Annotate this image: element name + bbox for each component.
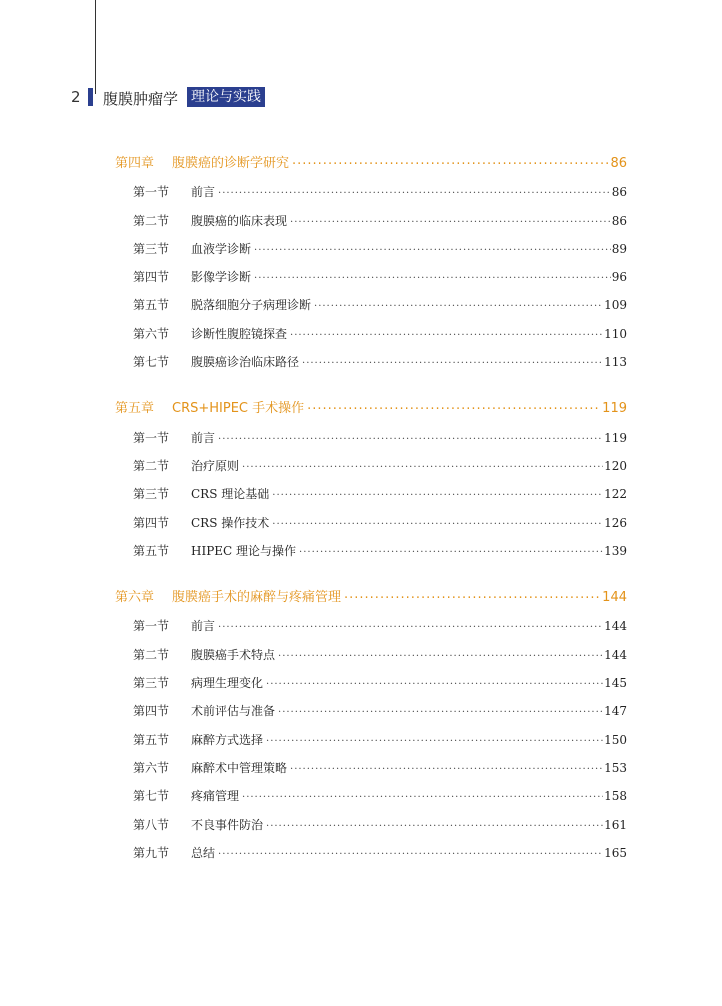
dot-leader: [299, 536, 603, 564]
section-number: 第四节: [133, 704, 170, 719]
toc-section-entry[interactable]: [115, 782, 627, 810]
section-number: 第七节: [133, 355, 170, 370]
section-title: 麻醉术中管理策略: [191, 760, 288, 775]
dot-leader: [218, 423, 603, 451]
dot-leader: [272, 479, 603, 507]
toc-section-entry[interactable]: [115, 320, 627, 348]
top-margin-rule: [95, 0, 96, 94]
section-number: 第六节: [133, 326, 170, 341]
section-page-number: 150: [604, 732, 627, 747]
book-subtitle: 理论与实践: [187, 87, 265, 107]
section-number: 第三节: [133, 241, 170, 256]
toc-section-entry[interactable]: [115, 207, 627, 235]
toc-section-entry[interactable]: [115, 669, 627, 697]
toc-section-entry[interactable]: [115, 509, 627, 537]
section-page-number: 126: [604, 515, 627, 530]
dot-leader: [242, 781, 603, 809]
dot-leader: [344, 581, 601, 609]
book-title: 腹膜肿瘤学: [103, 90, 179, 108]
section-page-number: 89: [611, 241, 627, 256]
section-number: 第二节: [133, 213, 170, 228]
section-page-number: 144: [604, 619, 627, 634]
toc-section-entry[interactable]: [115, 178, 627, 206]
section-number: 第三节: [133, 487, 170, 502]
toc-section-entry[interactable]: [115, 726, 627, 754]
dot-leader: [292, 147, 609, 175]
dot-leader: [272, 508, 603, 536]
section-number: 第九节: [133, 845, 170, 860]
section-title: HIPEC 理论与操作: [191, 543, 297, 558]
section-title: CRS 理论基础: [191, 487, 270, 502]
toc-section-entry[interactable]: [115, 537, 627, 565]
section-page-number: 86: [611, 185, 627, 200]
dot-leader: [307, 392, 601, 420]
section-page-number: 113: [604, 355, 627, 370]
section-number: 第四节: [133, 270, 170, 285]
toc-section-entry[interactable]: [115, 235, 627, 263]
section-page-number: 110: [604, 326, 627, 341]
section-number: 第六节: [133, 760, 170, 775]
section-title: 麻醉方式选择: [191, 732, 264, 747]
section-title: 前言: [191, 619, 216, 634]
dot-leader: [278, 696, 603, 724]
chapter-number: 第六章: [115, 590, 155, 606]
toc-section-entry[interactable]: [115, 641, 627, 669]
dot-leader: [254, 262, 611, 290]
chapter-page-number: 86: [610, 156, 627, 171]
section-number: 第二节: [133, 458, 170, 473]
page-number: 2: [71, 88, 81, 106]
section-page-number: 161: [604, 817, 627, 832]
section-title: 不良事件防治: [191, 817, 264, 832]
toc-section-entry[interactable]: [115, 263, 627, 291]
toc-section-entry[interactable]: [115, 612, 627, 640]
section-number: 第二节: [133, 647, 170, 662]
toc-section-entry[interactable]: [115, 424, 627, 452]
toc-chapter: [115, 584, 627, 867]
section-number: 第三节: [133, 676, 170, 691]
chapter-title: 腹膜癌的诊断学研究: [172, 156, 290, 171]
section-page-number: 165: [604, 845, 627, 860]
toc-section-entry[interactable]: [115, 291, 627, 319]
section-number: 第七节: [133, 789, 170, 804]
section-title: 总结: [191, 845, 216, 860]
section-number: 第一节: [133, 430, 170, 445]
toc-section-entry[interactable]: [115, 697, 627, 725]
section-title: 病理生理变化: [191, 676, 264, 691]
section-page-number: 120: [604, 458, 627, 473]
section-title: 腹膜癌诊治临床路径: [191, 355, 300, 370]
dot-leader: [290, 753, 603, 781]
toc-section-entry[interactable]: [115, 480, 627, 508]
chapter-page-number: 144: [602, 590, 627, 606]
section-title: 影像学诊断: [191, 270, 252, 285]
section-number: 第一节: [133, 185, 170, 200]
section-page-number: 122: [604, 487, 627, 502]
dot-leader: [266, 725, 603, 753]
section-number: 第五节: [133, 732, 170, 747]
section-title: 血液学诊断: [191, 241, 252, 256]
section-title: 疼痛管理: [191, 789, 240, 804]
section-title: 诊断性腹腔镜探查: [191, 326, 288, 341]
toc-section-entry[interactable]: [115, 452, 627, 480]
toc-section-entry[interactable]: [115, 839, 627, 867]
dot-leader: [254, 234, 611, 262]
dot-leader: [266, 668, 603, 696]
chapter-number: 第五章: [115, 401, 155, 417]
section-title: 脱落细胞分子病理诊断: [191, 298, 312, 313]
dot-leader: [242, 451, 603, 479]
section-title: 腹膜癌手术特点: [191, 647, 276, 662]
chapter-title: CRS+HIPEC 手术操作: [172, 401, 305, 417]
dot-leader: [266, 810, 603, 838]
header-accent-bar: [88, 88, 93, 106]
toc-chapter: [115, 150, 627, 376]
table-of-contents: [115, 150, 627, 886]
section-number: 第五节: [133, 298, 170, 313]
section-page-number: 96: [611, 270, 627, 285]
chapter-page-number: 119: [602, 401, 627, 417]
section-title: 治疗原则: [191, 458, 240, 473]
section-title: 腹膜癌的临床表现: [191, 213, 288, 228]
section-title: 术前评估与准备: [191, 704, 276, 719]
toc-chapter: [115, 395, 627, 565]
dot-leader: [302, 347, 603, 375]
toc-chapter-entry[interactable]: [115, 150, 627, 178]
section-title: 前言: [191, 185, 216, 200]
dot-leader: [218, 611, 603, 639]
section-page-number: 147: [604, 704, 627, 719]
section-page-number: 139: [604, 543, 627, 558]
dot-leader: [278, 640, 603, 668]
dot-leader: [314, 290, 603, 318]
section-number: 第五节: [133, 543, 170, 558]
toc-chapter-entry[interactable]: [115, 395, 627, 423]
section-number: 第一节: [133, 619, 170, 634]
dot-leader: [218, 838, 603, 866]
chapter-number: 第四章: [115, 156, 155, 171]
section-page-number: 86: [611, 213, 627, 228]
chapter-title: 腹膜癌手术的麻醉与疼痛管理: [172, 590, 342, 606]
section-page-number: 158: [604, 789, 627, 804]
toc-section-entry[interactable]: [115, 348, 627, 376]
section-page-number: 144: [604, 647, 627, 662]
running-header: [0, 86, 722, 110]
toc-chapter-entry[interactable]: [115, 584, 627, 612]
dot-leader: [290, 319, 603, 347]
section-title: CRS 操作技术: [191, 515, 270, 530]
section-page-number: 109: [604, 298, 627, 313]
toc-section-entry[interactable]: [115, 754, 627, 782]
section-page-number: 145: [604, 676, 627, 691]
section-page-number: 119: [604, 430, 627, 445]
section-number: 第八节: [133, 817, 170, 832]
toc-section-entry[interactable]: [115, 811, 627, 839]
section-number: 第四节: [133, 515, 170, 530]
dot-leader: [218, 177, 611, 205]
section-title: 前言: [191, 430, 216, 445]
dot-leader: [290, 206, 611, 234]
section-page-number: 153: [604, 760, 627, 775]
